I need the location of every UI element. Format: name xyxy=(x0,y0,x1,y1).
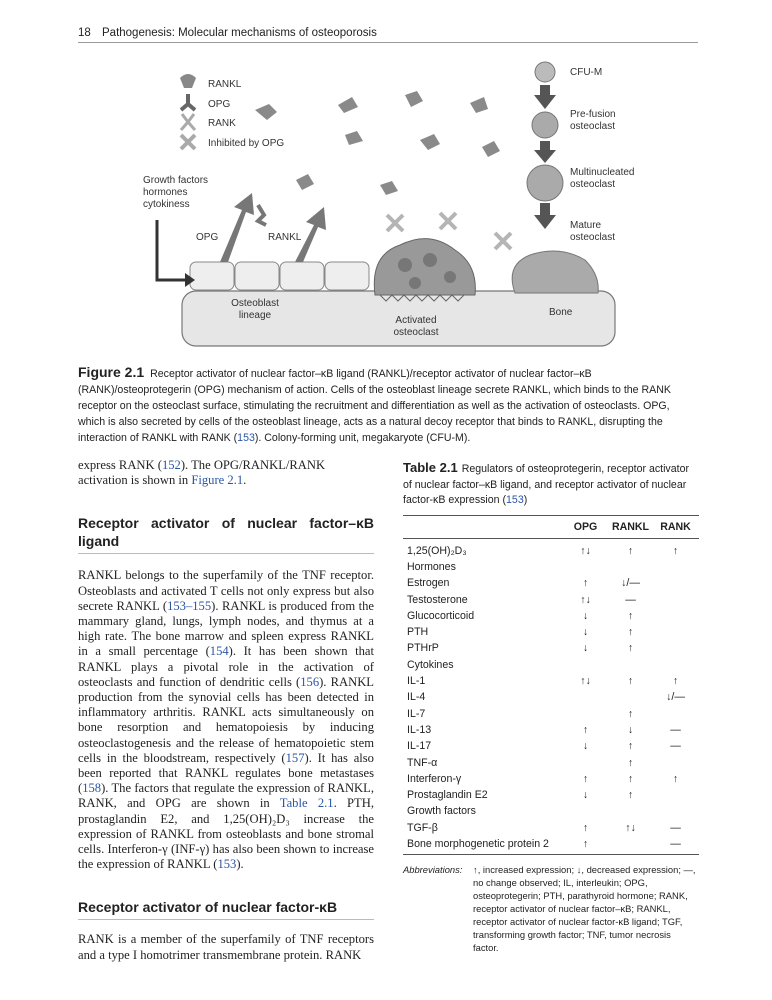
row-label-cell: Cytokines xyxy=(407,658,454,671)
value-cell: — xyxy=(670,837,681,850)
caption-citation-link[interactable]: 153 xyxy=(237,432,255,444)
figure-label: Figure 2.1 xyxy=(78,364,145,380)
citation-link[interactable]: 153 xyxy=(217,857,237,872)
row-label-cell: Glucocorticoid xyxy=(407,609,475,622)
legend-opg: OPG xyxy=(208,99,231,110)
row-label-cell: IL-17 xyxy=(407,740,432,753)
value-cell: ↑ xyxy=(627,626,634,639)
citation-link[interactable]: 157 xyxy=(285,750,305,765)
intro-text: express RANK ( xyxy=(78,458,162,472)
value-cell: ↑ xyxy=(627,789,634,802)
osteoblast-cell xyxy=(280,262,324,290)
value-cell: ↓ xyxy=(582,642,589,655)
value-cell: ↑ xyxy=(672,772,679,785)
multinucleated-cell xyxy=(527,165,563,201)
running-title: Pathogenesis: Molecular mechanisms of osteoporosis xyxy=(102,27,377,39)
citation-link[interactable]: 152 xyxy=(161,458,181,472)
value-cell: ↑ xyxy=(582,577,589,590)
row-label-cell: TGF-β xyxy=(407,821,438,834)
table-label: Table 2.1 xyxy=(403,460,458,475)
table-caption-text: Regulators of osteoprotegerin, receptor activator of nuclear factor–κB ligand, and receptor activator of nuclear factor-κB expression ( xyxy=(403,463,689,506)
table-row xyxy=(403,591,699,607)
row-label-cell: Interferon-γ xyxy=(407,772,462,785)
citation-link[interactable]: 154 xyxy=(209,644,229,659)
cfu-m-cell xyxy=(535,62,555,82)
row-label-cell: IL-4 xyxy=(407,691,426,704)
table-row xyxy=(403,738,699,754)
paragraph-text: ). RANKL is produced from the mammary gland, lungs, lymph nodes, and thymus at a high rate. The bone marrow and spleen express RANKL in a small percentage ( xyxy=(78,598,374,659)
table-row xyxy=(403,657,699,673)
citation-link[interactable]: Table 2.1 xyxy=(279,796,334,811)
value-cell: ↓ xyxy=(582,626,589,639)
abbreviations xyxy=(403,863,699,954)
value-cell: — xyxy=(670,723,681,736)
table-row xyxy=(403,722,699,738)
table-row xyxy=(403,787,699,803)
value-cell: ↑ xyxy=(582,837,589,850)
table-row xyxy=(403,820,699,836)
stage-prefusion: Pre-fusion osteoclast xyxy=(570,109,616,132)
value-cell: — xyxy=(625,593,636,606)
table-body xyxy=(403,543,699,853)
rank-paragraph: RANK is a member of the superfamily of TNF receptors and a type I homotrimer transmembrane protein. RANK xyxy=(78,932,374,962)
table-2-1 xyxy=(403,460,699,954)
header-cell-rank: RANK xyxy=(660,520,691,533)
value-cell: ↑ xyxy=(672,675,679,688)
osteoblast-cell xyxy=(190,262,234,290)
value-cell: ↑ xyxy=(627,609,634,622)
table-row xyxy=(403,836,699,852)
inhibited-legend-icon xyxy=(181,135,195,149)
legend-rankl: RANKL xyxy=(208,79,242,90)
citation-link[interactable]: 156 xyxy=(300,674,320,689)
table-caption xyxy=(403,460,699,509)
table-row xyxy=(403,640,699,656)
row-label-cell: Bone morphogenetic protein 2 xyxy=(407,837,549,850)
table-row xyxy=(403,673,699,689)
table-row xyxy=(403,754,699,770)
rankl-legend-icon xyxy=(180,74,196,88)
row-label-cell: Growth factors xyxy=(407,805,476,818)
figure-link[interactable]: Figure 2.1 xyxy=(191,473,244,488)
table-row xyxy=(403,803,699,819)
row-label-cell: IL-1 xyxy=(407,675,426,688)
value-cell: — xyxy=(670,821,681,834)
signal-arrow xyxy=(157,220,185,280)
opg-arrow xyxy=(220,193,254,262)
legend-rank: RANK xyxy=(208,118,236,129)
value-cell: ↑↓ xyxy=(580,593,591,606)
intro-text: . xyxy=(243,473,247,488)
value-cell: ↑ xyxy=(627,707,634,720)
paragraph-text: RANKL belongs to the superfamily of the TNF receptor. Osteoblasts and activated T cells not only express but also secrete RANKL ( xyxy=(78,568,374,613)
table-row xyxy=(403,771,699,787)
row-label-cell: IL-13 xyxy=(407,723,432,736)
activated-osteoclast-label: Activated osteoclast xyxy=(393,315,439,338)
paragraph-text: ). xyxy=(236,857,244,872)
value-cell: ↑ xyxy=(582,772,589,785)
table-bottom-rule xyxy=(403,854,699,855)
value-cell: ↓ xyxy=(627,723,634,736)
value-cell: ↑ xyxy=(582,723,589,736)
intro-text: ). The OPG/RANKL/RANK activation is shown in xyxy=(78,458,326,488)
floating-molecules xyxy=(255,91,500,225)
table-row xyxy=(403,624,699,640)
header-cell-rankl: RANKL xyxy=(611,520,650,533)
page-number: 18 xyxy=(78,27,91,39)
paragraph-text: ). RANKL production from the synovial cells has been detected in inflammatory arthritis. RANKL acts simultaneously on bone resorption and hematopoiesis by inducing osteoclastogenesis and the release of hematopoietic stem cells in the bloodstream, respectively ( xyxy=(78,674,374,765)
value-cell: ↑↓ xyxy=(580,544,591,557)
header-cell-opg: OPG xyxy=(573,520,598,533)
osteoblast-cell xyxy=(235,262,279,290)
opg-arrow-label: OPG xyxy=(196,232,219,243)
legend-inhibited: Inhibited by OPG xyxy=(208,138,285,149)
row-label-cell: PTHrP xyxy=(407,642,439,655)
row-label-cell: Hormones xyxy=(407,560,456,573)
value-cell: ↑↓ xyxy=(625,821,636,834)
value-cell: ↑↓ xyxy=(580,675,591,688)
mature-osteoclast-shape xyxy=(512,251,598,293)
opg-legend-icon xyxy=(181,94,195,110)
activated-osteoclast-shape xyxy=(374,239,475,295)
rankl-arrow-label: RANKL xyxy=(268,232,302,243)
bone-label: Bone xyxy=(549,307,573,318)
citation-link[interactable]: 153–155 xyxy=(167,598,212,613)
figure-2-1 xyxy=(0,55,772,355)
value-cell: ↑ xyxy=(627,756,634,769)
citation-link[interactable]: 158 xyxy=(82,781,102,796)
row-label-cell: IL-7 xyxy=(407,707,426,720)
section-heading-rankl: Receptor activator of nuclear factor–κB ligand xyxy=(78,514,374,554)
table-row xyxy=(403,559,699,575)
value-cell: ↑ xyxy=(627,772,634,785)
paragraph-text: ). The factors that regulate the expression of RANKL, RANK, and OPG are shown in xyxy=(78,781,374,811)
left-column xyxy=(78,458,374,963)
stage-cfu-m: CFU-M xyxy=(570,67,603,78)
osteoblast-cell xyxy=(325,262,369,290)
table-row xyxy=(403,543,699,559)
paragraph-text: . PTH, prostaglandin E2, and 1,25(OH)₂D₃ increase the expression of RANKL from osteoblasts and bone stromal cells. Interferon-γ (INF-γ) has also been shown to increase the expression of RANKL ( xyxy=(78,796,374,872)
stage-mature: Mature osteoclast xyxy=(570,220,616,243)
intro-paragraph xyxy=(78,458,374,488)
figure-caption xyxy=(78,364,698,446)
value-cell: ↑ xyxy=(672,544,679,557)
abbreviations-text: ↑, increased expression; ↓, decreased expression; —, no change observed; IL, interleukin; OPG, osteoprotegerin; PTH, parathyroid hormone; RANK, receptor activator of nuclear factor–κB; RANKL, receptor activator of nuclear factor-κB ligand; TGF, transforming growth factor; TNF, tumor necrosis factor. xyxy=(473,864,696,954)
running-header xyxy=(78,27,698,43)
section-heading-rank: Receptor activator of nuclear factor-κB xyxy=(78,898,374,920)
value-cell: ↓ xyxy=(582,609,589,622)
paragraph-text: ). It has also been reported that RANKL regulates bone metastases ( xyxy=(78,750,374,796)
rank-legend-icon xyxy=(181,114,195,130)
value-cell: ↑ xyxy=(582,821,589,834)
value-cell: ↑ xyxy=(627,642,634,655)
value-cell: ↑ xyxy=(627,675,634,688)
table-row xyxy=(403,689,699,705)
table-citation-link[interactable]: 153 xyxy=(506,494,524,506)
row-label-cell: 1,25(OH)₂D₃ xyxy=(407,544,467,557)
signals-label: Growth factors hormones cytokiness xyxy=(143,175,209,210)
value-cell: ↓ xyxy=(582,740,589,753)
row-label-cell: Testosterone xyxy=(407,593,468,606)
value-cell: ↑ xyxy=(627,544,634,557)
table-row xyxy=(403,608,699,624)
rankl-paragraph xyxy=(78,568,374,872)
row-label-cell: Estrogen xyxy=(407,577,450,590)
table-row xyxy=(403,705,699,721)
table-row xyxy=(403,575,699,591)
row-label-cell: Prostaglandin E2 xyxy=(407,789,488,802)
osteoblast-label: Osteoblast lineage xyxy=(231,298,279,321)
figure-illustration xyxy=(0,55,772,355)
abbreviations-label: Abbreviations: xyxy=(403,864,463,876)
value-cell: ↓ xyxy=(582,789,589,802)
row-label-cell: TNF-α xyxy=(407,756,438,769)
stage-multinucleated: Multinucleated osteoclast xyxy=(570,167,635,190)
paragraph-text: ). It has been shown that RANKL plays a pivotal role in the activation of osteoclasts and function of dendritic cells ( xyxy=(78,644,375,689)
caption-tail: ). Colony-forming unit, megakaryote (CFU-M). xyxy=(254,432,471,444)
table-header-row xyxy=(403,515,699,539)
value-cell: ↑ xyxy=(627,740,634,753)
value-cell: — xyxy=(670,740,681,753)
caption-text: Receptor activator of nuclear factor–κB ligand (RANKL)/receptor activator of nuclear factor–κB (RANK)/osteoprotegerin (OPG) mechanism of action. Cells of the osteoblast lineage secrete RANKL, which binds to the RANK receptor on the osteoclast surface, stimulating the recruitment and differentiation as well as the activation of osteoclasts. OPG, which is also secreted by cells of the osteoblast lineage, acts as a natural decoy receptor that binds to RANKL, disrupting the interaction of RANKL with RANK ( xyxy=(78,368,671,444)
table-caption-tail: ) xyxy=(523,494,528,506)
row-label-cell: PTH xyxy=(407,626,429,639)
value-cell: ↓/— xyxy=(621,577,640,590)
value-cell: ↓/— xyxy=(666,691,685,704)
prefusion-cell xyxy=(532,112,558,138)
